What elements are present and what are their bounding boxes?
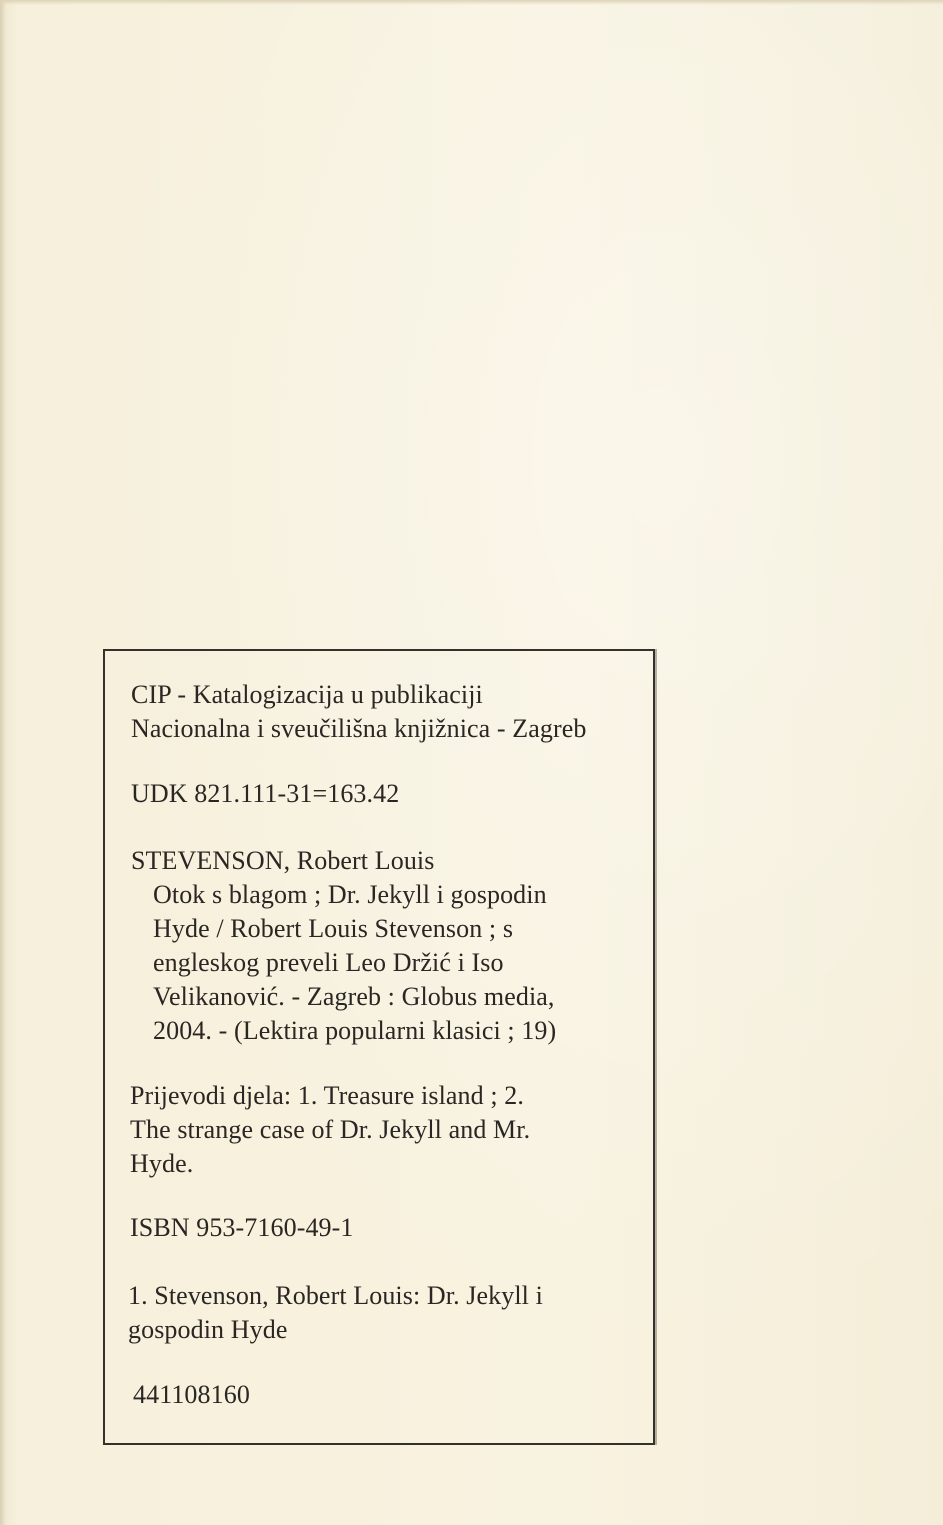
translations-line: Prijevodi djela: 1. Treasure island ; 2. xyxy=(130,1081,524,1110)
page-edge-shadow xyxy=(0,0,6,1525)
cip-header-line1: CIP - Katalogizacija u publikaciji xyxy=(131,680,483,709)
description-line: Velikanović. - Zagreb : Globus media, xyxy=(153,982,555,1011)
author-heading: STEVENSON, Robert Louis xyxy=(131,846,435,875)
subject-line: 1. Stevenson, Robert Louis: Dr. Jekyll i xyxy=(128,1281,543,1310)
isbn-number: ISBN 953-7160-49-1 xyxy=(130,1213,354,1242)
translations-line: Hyde. xyxy=(130,1149,194,1178)
description-line: 2004. - (Lektira popularni klasici ; 19) xyxy=(153,1016,557,1045)
record-number: 441108160 xyxy=(133,1380,250,1409)
cip-header-line2: Nacionalna i sveučilišna knjižnica - Zagreb xyxy=(131,714,587,743)
description-line: Otok s blagom ; Dr. Jekyll i gospodin xyxy=(153,880,547,909)
description-line: engleskog preveli Leo Držić i Iso xyxy=(153,948,504,977)
page-top-shadow xyxy=(0,0,943,5)
translations-line: The strange case of Dr. Jekyll and Mr. xyxy=(130,1115,531,1144)
description-line: Hyde / Robert Louis Stevenson ; s xyxy=(153,914,514,943)
subject-line: gospodin Hyde xyxy=(128,1315,288,1344)
udk-classification: UDK 821.111-31=163.42 xyxy=(131,779,400,808)
